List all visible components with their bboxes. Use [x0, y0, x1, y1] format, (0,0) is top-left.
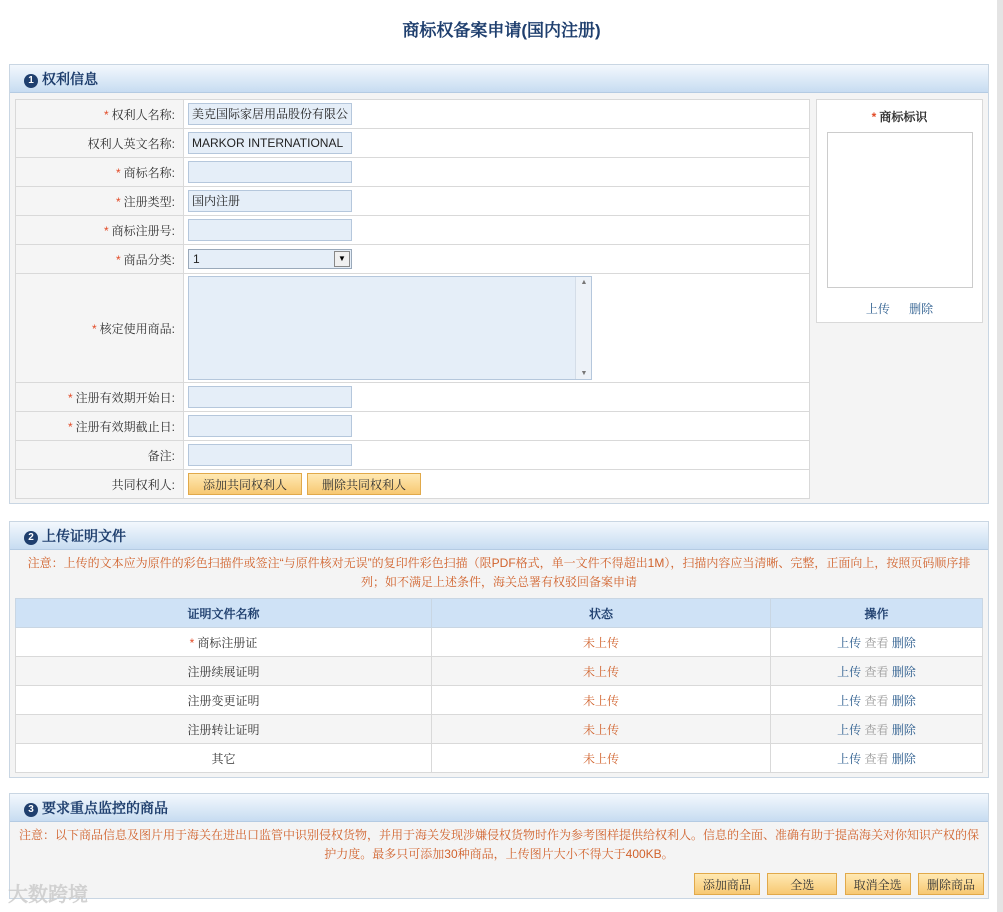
owner-en-name-input[interactable]: MARKOR INTERNATIONAL	[188, 132, 352, 154]
chevron-down-icon[interactable]: ▼	[334, 251, 350, 267]
doc-ops-cell	[771, 628, 983, 657]
doc-ops-cell	[771, 744, 983, 773]
table-row	[16, 744, 983, 773]
logo-delete-link[interactable]: 删除	[909, 302, 934, 316]
owner-name-label: * 权利人名称:	[16, 100, 184, 129]
reg-type-input[interactable]: 国内注册	[188, 190, 352, 212]
reg-type-label: * 注册类型:	[16, 187, 184, 216]
valid-end-input[interactable]	[188, 415, 352, 437]
textarea-scrollbar[interactable]	[575, 277, 591, 379]
section-title: 上传证明文件	[42, 528, 126, 544]
doc-delete-link[interactable]: 删除	[891, 664, 916, 679]
category-selected-value: 1	[193, 252, 200, 266]
reg-no-input[interactable]	[188, 219, 352, 241]
rights-form	[15, 99, 810, 499]
upload-docs-header	[10, 522, 988, 550]
doc-name-cell: 注册续展证明	[16, 657, 432, 686]
trademark-logo-title: * 商标标识	[871, 110, 928, 124]
upload-note: 注意：上传的文本应为原件的彩色扫描件或签注“与原件核对无误”的复印件彩色扫描（限PDF格式，单一文件不得超出1M），扫描内容应当清晰、完整，正面向上，按照页码顺序排 列；如不满足上述条件，海关总署有权驳回备案申请	[27, 556, 971, 589]
table-row	[16, 628, 983, 657]
doc-status-cell: 未上传	[432, 744, 771, 773]
col-ops: 操作	[771, 599, 983, 628]
remark-label: 备注:	[16, 441, 184, 470]
rights-info-panel	[9, 64, 989, 504]
doc-status-cell: 未上传	[432, 715, 771, 744]
rights-info-header	[10, 65, 988, 93]
goods-button-row	[690, 873, 984, 895]
doc-upload-link[interactable]: 上传	[837, 722, 862, 737]
doc-delete-link[interactable]: 删除	[891, 635, 916, 650]
doc-upload-link[interactable]: 上传	[837, 635, 862, 650]
doc-upload-link[interactable]: 上传	[837, 664, 862, 679]
section-title: 要求重点监控的商品	[42, 800, 168, 816]
upload-docs-panel	[9, 521, 989, 778]
approved-goods-textarea[interactable]	[188, 276, 592, 380]
doc-ops-cell	[771, 657, 983, 686]
doc-view-link: 查看	[864, 664, 889, 679]
logo-upload-link[interactable]: 上传	[865, 302, 890, 316]
doc-view-link: 查看	[864, 635, 889, 650]
doc-upload-link[interactable]: 上传	[837, 751, 862, 766]
add-co-owner-button[interactable]: 添加共同权利人	[188, 473, 302, 495]
category-label: * 商品分类:	[16, 245, 184, 274]
monitor-goods-header	[10, 794, 988, 822]
section-number-icon: 3	[24, 803, 38, 817]
trademark-logo-preview	[827, 132, 973, 288]
deselect-all-button[interactable]: 取消全选	[845, 873, 911, 895]
reg-no-label: * 商标注册号:	[16, 216, 184, 245]
doc-delete-link[interactable]: 删除	[891, 693, 916, 708]
doc-delete-link[interactable]: 删除	[891, 722, 916, 737]
trademark-name-label: * 商标名称:	[16, 158, 184, 187]
doc-ops-cell	[771, 715, 983, 744]
doc-name-cell: 注册转让证明	[16, 715, 432, 744]
scrollbar-track[interactable]	[997, 0, 1003, 912]
scroll-up-icon[interactable]: ▲	[580, 279, 588, 286]
doc-view-link: 查看	[864, 722, 889, 737]
doc-view-link: 查看	[864, 751, 889, 766]
doc-name-cell: 注册变更证明	[16, 686, 432, 715]
valid-start-input[interactable]	[188, 386, 352, 408]
doc-ops-cell	[771, 686, 983, 715]
monitor-note: 注意：以下商品信息及图片用于海关在进出口监管中识别侵权货物，并用于海关发现涉嫌侵权货物时作为参考图样提供给权利人。信息的全面、准确有助于提高海关对你知识产权的保 护力度。最多只可添加30种商品，上传图片大小不得大于400KB。	[18, 828, 979, 861]
co-owner-label: 共同权利人:	[16, 470, 184, 499]
table-row	[16, 686, 983, 715]
scroll-down-icon[interactable]: ▼	[580, 370, 588, 377]
monitor-goods-panel	[9, 793, 989, 899]
remark-input[interactable]	[188, 444, 352, 466]
section-number-icon: 2	[24, 531, 38, 545]
doc-name-cell: 其它	[16, 744, 432, 773]
section-title: 权利信息	[42, 71, 98, 87]
delete-co-owner-button[interactable]: 删除共同权利人	[307, 473, 421, 495]
table-row	[16, 715, 983, 744]
doc-status-cell: 未上传	[432, 628, 771, 657]
page-title: 商标权备案申请(国内注册)	[402, 21, 601, 40]
add-goods-button[interactable]: 添加商品	[694, 873, 760, 895]
delete-goods-button[interactable]: 删除商品	[918, 873, 984, 895]
trademark-logo-box	[816, 99, 983, 323]
col-status: 状态	[432, 599, 771, 628]
docs-table	[15, 598, 983, 773]
section-number-icon: 1	[24, 74, 38, 88]
doc-name-cell: * 商标注册证	[16, 628, 432, 657]
doc-status-cell: 未上传	[432, 686, 771, 715]
doc-upload-link[interactable]: 上传	[837, 693, 862, 708]
approved-goods-label: * 核定使用商品:	[16, 274, 184, 383]
watermark: 大数跨境	[8, 884, 88, 906]
owner-en-name-label: 权利人英文名称:	[16, 129, 184, 158]
col-doc-name: 证明文件名称	[16, 599, 432, 628]
select-all-button[interactable]: 全选	[767, 873, 837, 895]
owner-name-input[interactable]: 美克国际家居用品股份有限公	[188, 103, 352, 125]
doc-delete-link[interactable]: 删除	[891, 751, 916, 766]
category-select[interactable]	[188, 249, 352, 269]
valid-start-label: * 注册有效期开始日:	[16, 383, 184, 412]
trademark-name-input[interactable]	[188, 161, 352, 183]
doc-status-cell: 未上传	[432, 657, 771, 686]
doc-view-link: 查看	[864, 693, 889, 708]
valid-end-label: * 注册有效期截止日:	[16, 412, 184, 441]
table-row	[16, 657, 983, 686]
